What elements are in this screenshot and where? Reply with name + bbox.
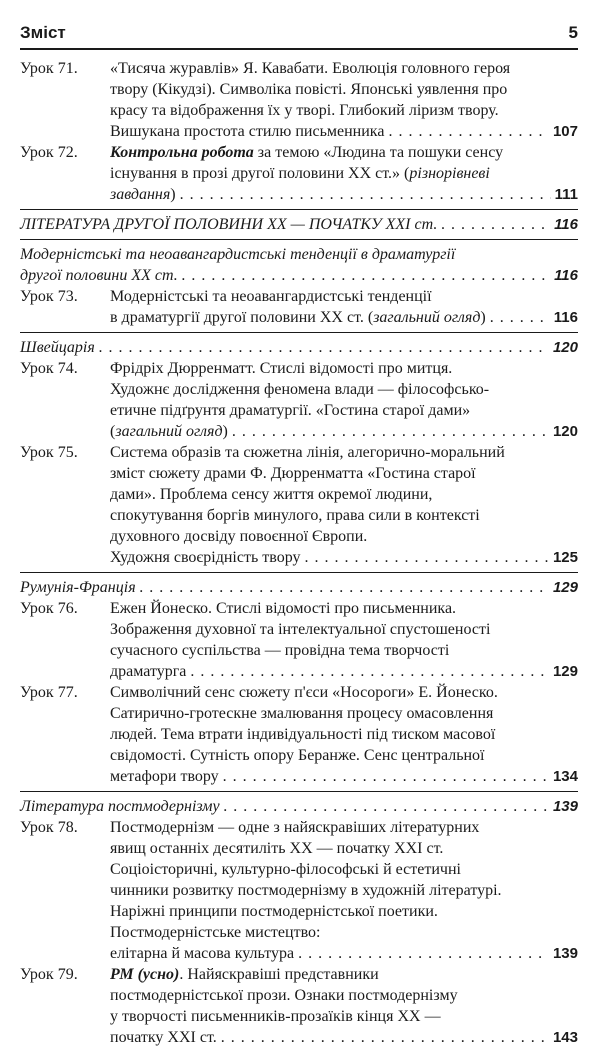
lesson-label: Урок 72.: [20, 144, 78, 161]
entry-text: Наріжні принципи постмодерністської поетики.: [110, 903, 438, 920]
toc-entry-lesson-76: [20, 598, 578, 682]
entry-text: сучасного суспільства — провідна тема творчості: [110, 642, 450, 659]
entry-italic: загальний огляд: [115, 423, 223, 440]
page-number: 125: [552, 549, 578, 566]
dot-leader: [298, 943, 549, 964]
entry-bold-lead: Контрольна робота: [110, 144, 254, 161]
dot-leader: [140, 577, 549, 598]
dot-leader: [190, 661, 549, 682]
entry-text: (: [110, 423, 116, 440]
section-title: Швейцарія: [20, 339, 95, 356]
section-title: Модерністські та неоавангардистські тенденції в драматургії: [20, 246, 456, 263]
entry-text: духовного досвіду повоєнної Європи.: [110, 528, 368, 545]
entry-text: Художня своєрідність твору: [110, 549, 301, 566]
toc-entry-lesson-71: [20, 58, 578, 142]
page-number: 129: [552, 579, 578, 596]
header-rule: [20, 48, 578, 50]
dot-leader: [388, 121, 549, 142]
entry-text: ): [222, 423, 228, 440]
lesson-label: Урок 77.: [20, 684, 78, 701]
dot-leader: [182, 265, 550, 286]
entry-text: у творчості письменників-прозаїків кінця XX —: [110, 1008, 441, 1025]
dot-leader: [99, 337, 549, 358]
entry-text: існування в прозі другої половини XX ст.» (: [110, 165, 410, 182]
page-number: 143: [552, 1029, 578, 1046]
toc-entry-lesson-74: [20, 358, 578, 442]
page-number: 116: [554, 267, 578, 284]
page-number: 107: [552, 123, 578, 140]
page-number: 134: [552, 768, 578, 785]
toc-entry-lesson-78: [20, 817, 578, 964]
entry-text: за темою «Людина та пошуки сенсу: [253, 144, 504, 161]
lesson-label: Урок 73.: [20, 288, 78, 305]
page-number: 120: [552, 423, 578, 440]
entry-text: Фрідріх Дюрренматт. Стислі відомості про митця.: [110, 360, 453, 377]
entry-text: постмодерністської прози. Ознаки постмодернізму: [110, 987, 458, 1004]
entry-text: красу та відображення їх у творі. Глибокий ліризм твору.: [110, 102, 499, 119]
toc-entry-lesson-75: [20, 442, 578, 568]
entry-last-line: [110, 421, 578, 442]
entry-text: зміст сюжету драми Ф. Дюрренматта «Гостина старої: [110, 465, 476, 482]
header-page-number: 5: [568, 23, 578, 42]
dot-leader: [223, 766, 549, 787]
dot-leader: [221, 1027, 549, 1048]
toc-entry-lesson-79: [20, 964, 578, 1048]
entry-text: в драматургії другої половини XX ст. (: [110, 309, 374, 326]
entry-italic: різнорівневі: [409, 165, 490, 182]
section-divider: [20, 332, 578, 333]
toc-section-postmodernism: [20, 796, 578, 817]
entry-last-line: [110, 1027, 578, 1048]
entry-text: дами». Проблема сенсу життя окремої людини,: [110, 486, 433, 503]
page-number: 116: [554, 216, 578, 233]
entry-text: . Найяскравіші представники: [179, 966, 379, 983]
entry-last-line: [110, 547, 578, 568]
entry-text: Символічний сенс сюжету п'єси «Носороги» Е. Йонеско.: [110, 684, 498, 701]
section-title: Румунія-Франція: [20, 579, 136, 596]
lesson-label: Урок 71.: [20, 60, 78, 77]
entry-last-line: [110, 943, 578, 964]
toc-entry-lesson-72: [20, 142, 578, 205]
lesson-label: Урок 79.: [20, 966, 78, 983]
dot-leader: [304, 547, 548, 568]
table-of-contents: [20, 58, 578, 1048]
entry-text: явищ останніх десятиліть XX — початку XXI ст.: [110, 840, 444, 857]
entry-text: свідомості. Сутність опору Беранже. Сенс центральної: [110, 747, 485, 764]
page-number: 120: [552, 339, 578, 356]
header-title: Зміст: [20, 23, 66, 42]
entry-last-line: [110, 184, 578, 205]
entry-text: Вишукана простота стилю письменника: [110, 123, 385, 140]
entry-text: «Тисяча журавлів» Я. Кавабати. Еволюція головного героя: [110, 60, 511, 77]
entry-text: ): [480, 309, 486, 326]
entry-text: твору (Кікудзі). Символіка повісті. Японські уявлення про: [110, 81, 508, 98]
toc-section-modernist: [20, 244, 578, 286]
entry-text: Зображення духовної та інтелектуальної спустошеності: [110, 621, 491, 638]
entry-text: елітарна й масова культура: [110, 945, 295, 962]
toc-section-literature: [20, 214, 578, 235]
entry-last-line: [110, 307, 578, 328]
entry-last-line: [110, 121, 578, 142]
section-title: Література постмодернізму: [20, 798, 220, 815]
entry-text: початку XXI ст.: [110, 1029, 217, 1046]
dot-leader: [490, 307, 550, 328]
section-title: другої половини XX ст.: [20, 267, 178, 284]
entry-text: чинники розвитку постмодернізму в художній літературі.: [110, 882, 502, 899]
entry-text: людей. Тема втрати індивідуальності під тиском масової: [110, 726, 496, 743]
section-divider: [20, 572, 578, 573]
section-divider: [20, 239, 578, 240]
entry-text: спокутування боргів минулого, права сили в контексті: [110, 507, 480, 524]
toc-entry-lesson-77: [20, 682, 578, 787]
entry-text: етичне підґрунтя драматургії. «Гостина старої дами»: [110, 402, 471, 419]
lesson-label: Урок 75.: [20, 444, 78, 461]
entry-last-line: [110, 661, 578, 682]
toc-section-switzerland: [20, 337, 578, 358]
lesson-label: Урок 74.: [20, 360, 78, 377]
section-divider: [20, 791, 578, 792]
entry-text: Художнє дослідження феномена влади — філософсько-: [110, 381, 490, 398]
entry-text: Соціоісторичні, культурно-філософські й естетичні: [110, 861, 461, 878]
entry-last-line: [110, 766, 578, 787]
entry-text: Система образів та сюжетна лінія, алегорично-моральний: [110, 444, 505, 461]
entry-italic: завдання: [110, 186, 171, 203]
dot-leader: [224, 796, 549, 817]
dot-leader: [180, 184, 551, 205]
page-number: 111: [554, 186, 578, 203]
section-divider: [20, 209, 578, 210]
lesson-label: Урок 76.: [20, 600, 78, 617]
toc-section-romania-france: [20, 577, 578, 598]
entry-text: Сатирично-гротескне змалювання процесу омасовлення: [110, 705, 494, 722]
entry-text: Модерністські та неоавангардистські тенденції: [110, 288, 432, 305]
entry-text: драматурга: [110, 663, 187, 680]
toc-entry-lesson-73: [20, 286, 578, 328]
entry-text: метафори твору: [110, 768, 219, 785]
page-number: 139: [552, 798, 578, 815]
lesson-label: Урок 78.: [20, 819, 78, 836]
entry-bold-lead: РМ (усно): [110, 966, 180, 983]
page-number: 139: [552, 945, 578, 962]
section-title: ЛІТЕРАТУРА ДРУГОЇ ПОЛОВИНИ XX — ПОЧАТКУ XXI ст.: [20, 216, 438, 233]
running-header: [20, 22, 578, 48]
page-number: 129: [552, 663, 578, 680]
entry-text: ): [170, 186, 176, 203]
dot-leader: [441, 214, 550, 235]
entry-text: Постмодерністське мистецтво:: [110, 924, 321, 941]
dot-leader: [232, 421, 549, 442]
entry-text: Постмодернізм — одне з найяскравіших літературних: [110, 819, 480, 836]
entry-text: Ежен Йонеско. Стислі відомості про письменника.: [110, 600, 457, 617]
page-number: 116: [553, 309, 578, 326]
entry-italic: загальний огляд: [373, 309, 481, 326]
